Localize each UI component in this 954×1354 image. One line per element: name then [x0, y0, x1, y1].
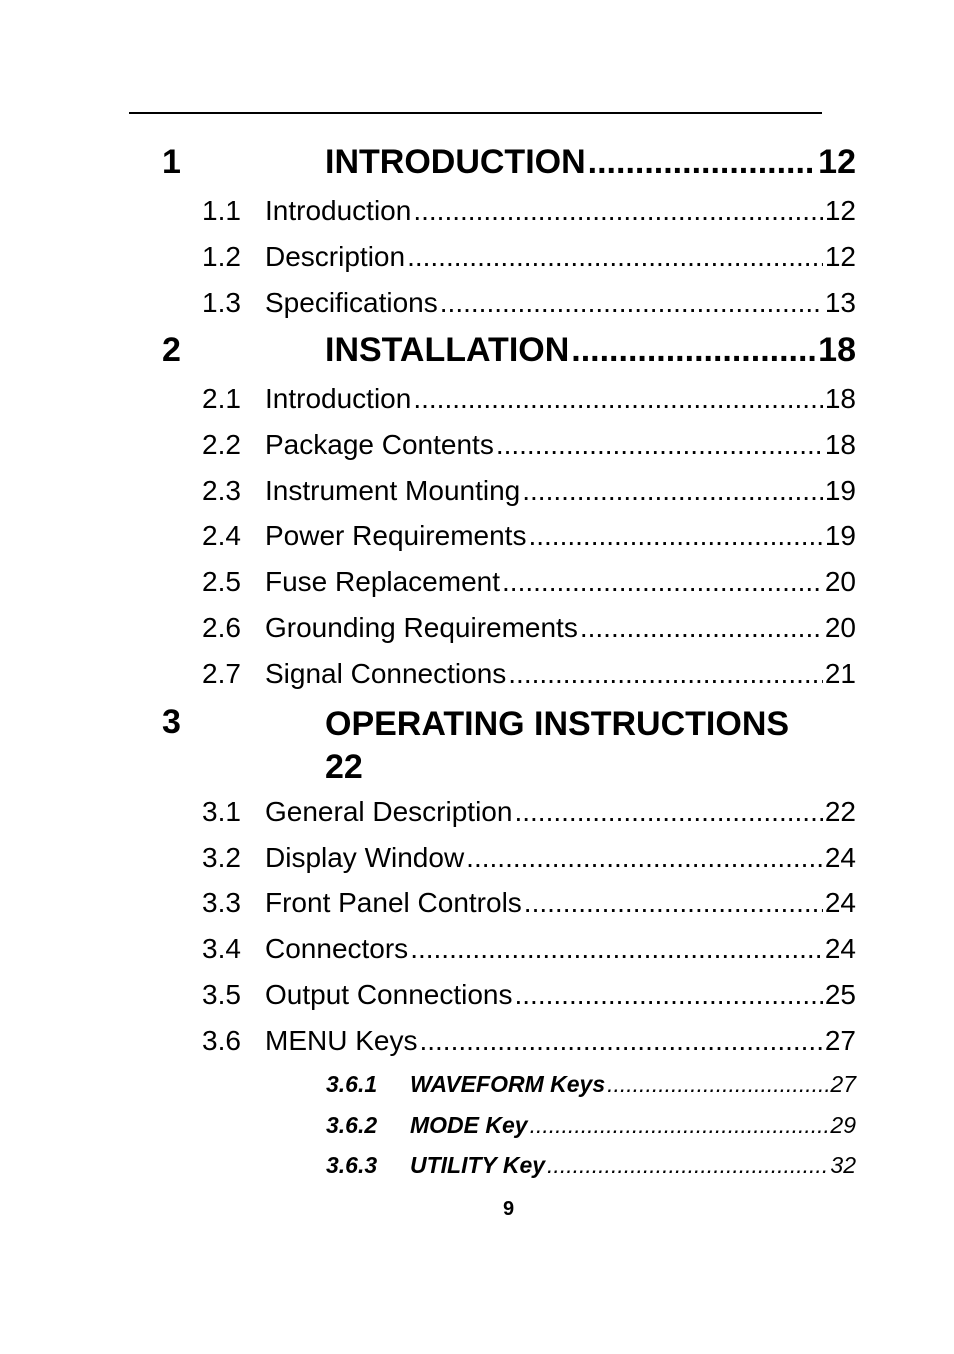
toc-page: 18: [818, 331, 856, 369]
toc-number: 2.7: [202, 658, 241, 689]
toc-number: 2.3: [202, 475, 241, 506]
toc-number: 3.6.1: [326, 1071, 378, 1097]
toc-leader-dots: [524, 887, 823, 919]
toc-section-2-4[interactable]: [202, 520, 856, 556]
toc-title: INTRODUCTION: [325, 143, 586, 181]
toc-number: 3.4: [202, 933, 241, 964]
toc-page: 32: [830, 1152, 856, 1178]
toc-section-2-6[interactable]: [202, 612, 856, 648]
toc-section-3-4[interactable]: [202, 933, 856, 969]
toc-chapter-1[interactable]: [162, 143, 856, 187]
toc-page: 19: [824, 475, 856, 506]
toc-title: Introduction: [265, 195, 412, 226]
toc-section-2-3[interactable]: [202, 475, 856, 511]
toc-section-2-5[interactable]: [202, 566, 856, 602]
toc-page: 22: [824, 796, 856, 827]
toc-section-3-3[interactable]: [202, 887, 856, 923]
toc-leader-dots: [496, 429, 823, 461]
toc-leader-dots: [515, 979, 823, 1011]
toc-leader-dots: [407, 241, 823, 273]
toc-leader-dots: [530, 1112, 829, 1139]
toc-subsection-3-6-3[interactable]: [326, 1152, 856, 1182]
toc-chapter-2[interactable]: [162, 331, 856, 375]
toc-title-wrapped: [325, 703, 856, 789]
toc-section-1-2[interactable]: [202, 241, 856, 277]
toc-leader-dots: [413, 383, 823, 415]
toc-number: 1.2: [202, 241, 241, 272]
toc-number: 3.3: [202, 887, 241, 918]
toc-page: 12: [824, 241, 856, 272]
toc-page: 18: [824, 383, 856, 414]
toc-leader-dots: [502, 566, 823, 598]
toc-number: 3: [162, 703, 181, 741]
toc-title: Front Panel Controls: [265, 887, 522, 918]
toc-leader-dots: [607, 1071, 828, 1098]
toc-title: Signal Connections: [265, 658, 507, 689]
toc-number: 1.3: [202, 287, 241, 318]
toc-section-3-6[interactable]: [202, 1025, 856, 1061]
toc-subsection-3-6-1[interactable]: [326, 1071, 856, 1101]
toc-leader-dots: [440, 287, 823, 319]
toc-page: 24: [824, 887, 856, 918]
toc-title: Description: [265, 241, 406, 272]
toc-leader-dots: [588, 143, 817, 182]
toc-number: 3.6.2: [326, 1112, 378, 1138]
toc-title: Fuse Replacement: [265, 566, 501, 597]
toc-page: 25: [824, 979, 856, 1010]
toc-page: 13: [824, 287, 856, 318]
toc-leader-dots: [419, 1025, 822, 1057]
toc-section-3-1[interactable]: [202, 796, 856, 832]
toc-number: 3.6: [202, 1025, 241, 1056]
toc-leader-dots: [571, 331, 816, 370]
toc-page: 22: [325, 748, 363, 786]
toc-number: 2.1: [202, 383, 241, 414]
toc-leader-dots: [528, 520, 822, 552]
toc-page: 18: [824, 429, 856, 460]
toc-number: 1.1: [202, 195, 241, 226]
toc-section-2-1[interactable]: [202, 383, 856, 419]
toc-number: 2.6: [202, 612, 241, 643]
toc-number: 2: [162, 331, 181, 369]
toc-page: 20: [824, 612, 856, 643]
toc-title: OPERATING INSTRUCTIONS: [325, 705, 790, 743]
toc-number: 3.6.3: [326, 1152, 378, 1178]
toc-section-3-2[interactable]: [202, 842, 856, 878]
toc-title: MODE Key: [410, 1112, 528, 1138]
toc-page: 20: [824, 566, 856, 597]
toc-section-2-2[interactable]: [202, 429, 856, 465]
toc-number: 2.4: [202, 520, 241, 551]
toc-section-1-3[interactable]: [202, 287, 856, 323]
toc-leader-dots: [580, 612, 823, 644]
toc-page: 24: [824, 933, 856, 964]
toc-title: Specifications: [265, 287, 438, 318]
toc-title: Grounding Requirements: [265, 612, 578, 643]
page-number: 9: [502, 1198, 515, 1220]
toc-number: 3.1: [202, 796, 241, 827]
toc-title: Connectors: [265, 933, 409, 964]
toc-page: 24: [824, 842, 856, 873]
toc-leader-dots: [466, 842, 823, 874]
toc-number: 2.2: [202, 429, 241, 460]
toc-title: UTILITY Key: [410, 1152, 546, 1178]
toc-title: Power Requirements: [265, 520, 527, 551]
toc-title: Instrument Mounting: [265, 475, 521, 506]
toc-page: 12: [818, 143, 856, 181]
toc-page: 19: [824, 520, 856, 551]
toc-page: 27: [830, 1071, 856, 1097]
toc-section-1-1[interactable]: [202, 195, 856, 231]
toc-section-3-5[interactable]: [202, 979, 856, 1015]
toc-number: 2.5: [202, 566, 241, 597]
toc-leader-dots: [522, 475, 823, 507]
toc-title: INSTALLATION: [325, 331, 570, 369]
toc-title: MENU Keys: [265, 1025, 418, 1056]
toc-page: 21: [824, 658, 856, 689]
toc-number: 1: [162, 143, 181, 181]
toc-leader-dots: [413, 195, 823, 227]
toc-leader-dots: [508, 658, 823, 690]
toc-title: Output Connections: [265, 979, 513, 1010]
toc-title: General Description: [265, 796, 513, 827]
toc-number: 3.2: [202, 842, 241, 873]
toc-leader-dots: [547, 1152, 828, 1179]
toc-page: 29: [830, 1112, 856, 1138]
toc-number: 3.5: [202, 979, 241, 1010]
toc-section-2-7[interactable]: [202, 658, 856, 694]
toc-title: Package Contents: [265, 429, 494, 460]
toc-leader-dots: [514, 796, 822, 828]
toc-leader-dots: [410, 933, 823, 965]
toc-title: WAVEFORM Keys: [410, 1071, 606, 1097]
toc-page: 27: [824, 1025, 856, 1056]
toc-page: 12: [824, 195, 856, 226]
toc-subsection-3-6-2[interactable]: [326, 1112, 856, 1142]
toc-title: Display Window: [265, 842, 465, 873]
toc-title: Introduction: [265, 383, 412, 414]
